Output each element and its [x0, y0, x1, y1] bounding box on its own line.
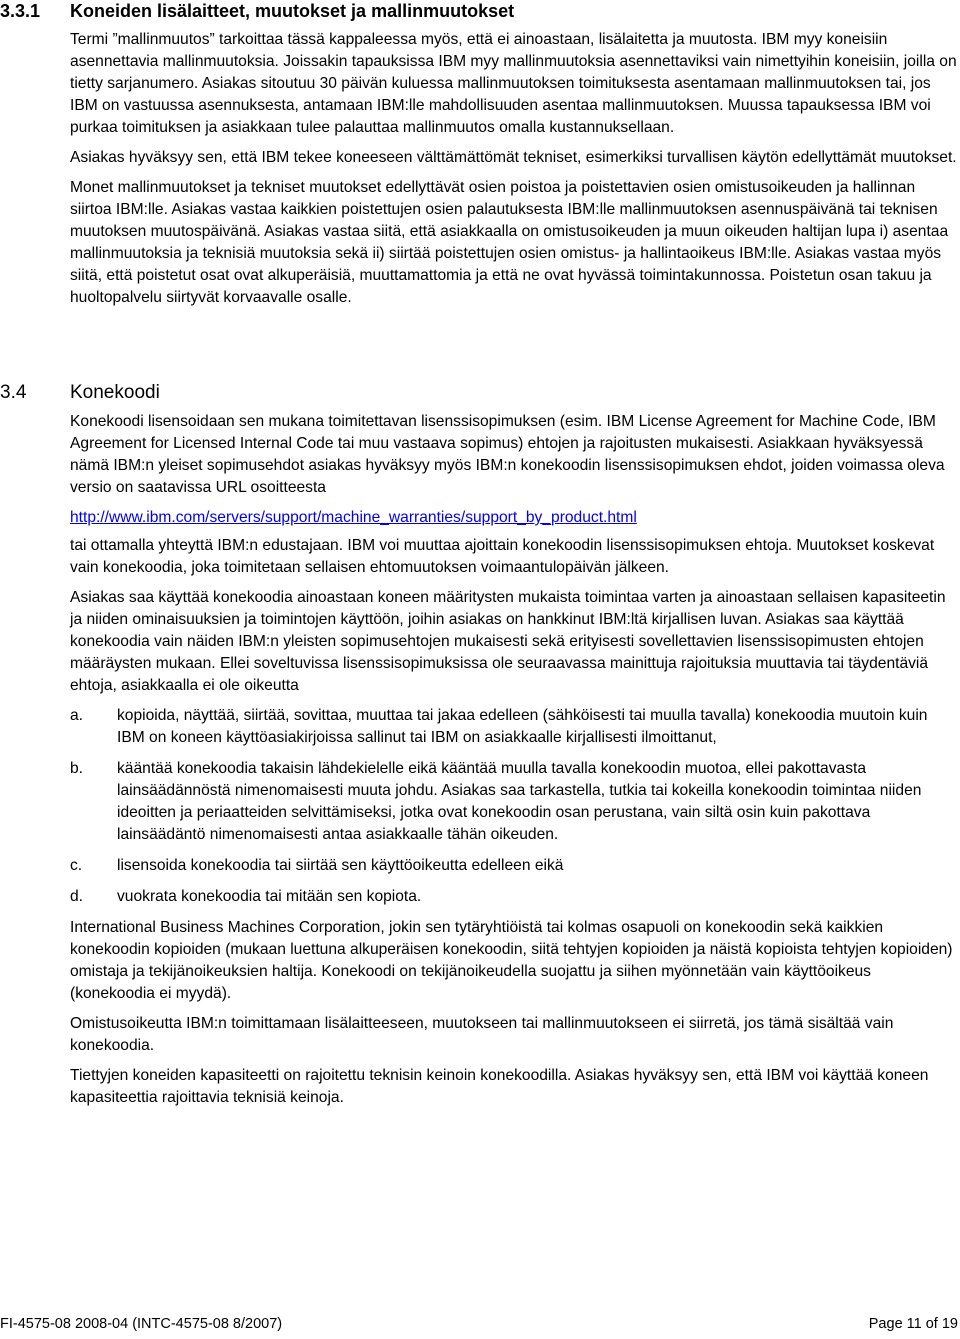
section-number: 3.4 — [0, 382, 27, 403]
paragraph: Tiettyjen koneiden kapasiteetti on rajoitettu teknisin keinoin konekoodilla. Asiakas hyväksyy sen, että IBM voi käyttää koneen kapasiteettia rajoittavia teknisiä keinoja. — [70, 1067, 929, 1106]
paragraph: Asiakas saa käyttää konekoodia ainoastaan koneen määritysten mukaista toimintaa varten ja ainoastaan sellaisen kapasiteetin ja niiden ominaisuuksien ja toimintojen käyttöön, joihin asiakas on hankkinut IBM:ltä kirjallisen luvan. Asiakas saa käyttää konekoodia vain näiden IBM:n yleisten sopimusehtojen mukaisesti sekä erityisesti sovellettavien lisenssisopimusten ehtojen määräysten mukaan. Ellei soveltuvissa lisenssisopimuksissa ole seuraavassa mainittuja rajoituksia muuttavia tai täydentäviä ehtoja, asiakkaalla ei ole oikeutta — [70, 589, 946, 694]
list-marker: d. — [70, 888, 84, 905]
paragraph: Monet mallinmuutokset ja tekniset muutokset edellyttävät osien poistoa ja poistettavien osien omistusoikeuden ja hallinnan siirtoa IBM:lle. Asiakas vastaa kaikkien poistettujen osien palautuksesta IBM:lle mallinmuutoksen asennuspäivänä tai teknisen muutoksen muutospäivänä. Asiakas vastaa siitä, että asiakkaalla on omistusoikeuden ja muun oikeuden haltijan lupa i) asentaa mallinmuutoksia ja teknisiä muutoksia sekä ii) siirtää poistettujen osien omistus- ja hallintaoikeus IBM:lle. Asiakas vastaa myös siitä, että poistetut osat ovat alkuperäisiä, muuttamattomia ja että ne ovat hyvässä toimintakunnossa. Poistetun osan takuu ja huoltopalvelu siirtyvät korvaavalle osalle. — [70, 179, 949, 306]
paragraph: Konekoodi lisensoidaan sen mukana toimitettavan lisenssisopimuksen (esim. IBM License Agreement for Machine Code, IBM Agreement for Licensed Internal Code tai muu vastaava sopimus) ehtojen ja rajoitusten mukaisesti. Asiakkaan hyväksyessä nämä IBM:n yleiset sopimusehdot asiakas hyväksyy myös IBM:n konekoodin lisenssisopimuksen ehdot, joiden voimassa oleva versio on saatavissa URL osoitteesta — [70, 413, 945, 496]
footer-page-number: Page 11 of 19 — [868, 1316, 958, 1332]
section-number: 3.3.1 — [0, 1, 41, 21]
list-item — [70, 855, 958, 877]
url-line — [70, 507, 958, 529]
list-item-text: lisensoida konekoodia tai siirtää sen käyttöoikeutta edelleen eikä — [117, 857, 564, 874]
section-title: Koneiden lisälaitteet, muutokset ja mallinmuutokset — [70, 1, 515, 21]
list-item-text: vuokrata konekoodia tai mitään sen kopiota. — [117, 888, 422, 905]
paragraph: Omistusoikeutta IBM:n toimittamaan lisälaitteeseen, muutokseen tai mallinmuutokseen ei siirretä, jos tämä sisältää vain konekoodia. — [70, 1015, 894, 1054]
section-3-3-1-body — [70, 29, 958, 317]
warranty-support-link[interactable]: http://www.ibm.com/servers/support/machine_warranties/support_by_product.html — [70, 509, 637, 526]
list-item-text: kääntää konekoodia takaisin lähdekielelle eikä kääntää muulla tavalla konekoodin muotoa, ellei pakottavasta lainsäädännöstä nimenomaisesti muuta johdu. Asiakas saa tarkastella, tutkia tai kokeilla konekoodin toimintaa niiden ideoitten ja periaatteiden selvittämiseksi, jotka ovat konekoodin osan perustana, vain siltä osin kuin pakottava lainsäädäntö nimenomaisesti antaa asiakkaalle tähän oikeuden. — [117, 760, 922, 843]
footer-document-id: FI-4575-08 2008-04 (INTC-4575-08 8/2007) — [0, 1316, 283, 1332]
section-title: Konekoodi — [70, 382, 160, 403]
list-item — [70, 758, 958, 846]
list-marker: a. — [70, 707, 84, 724]
paragraph: Termi ”mallinmuutos” tarkoittaa tässä kappaleessa myös, että ei ainoastaan, lisälaitetta ja muutosta. IBM myy koneisiin asennettavia mallinmuutoksia. Joissakin tapauksissa IBM myy mallinmuutoksia asennettaviksi vain nimettyihin koneisiin, joilla on tietty sarjanumero. Asiakas sitoutuu 30 päivän kuluessa mallinmuutoksen toimituksesta asentamaan mallinmuutoksen tai, jos IBM on vastuussa asennuksesta, antamaan IBM:lle mahdollisuuden asentaa mallinmuutoksen. Muussa tapauksessa IBM voi purkaa toimituksen ja asiakkaan tulee palauttaa mallinmuutos omalla kustannuksellaan. — [70, 31, 957, 136]
paragraph: Asiakas hyväksyy sen, että IBM tekee koneeseen välttämättömät tekniset, esimerkiksi turvallisen käytön edellyttämät muutokset. — [70, 149, 957, 166]
list-item-text: kopioida, näyttää, siirtää, sovittaa, muuttaa tai jakaa edelleen (sähköisesti tai muulla tavalla) konekoodia muutoin kuin IBM on koneen käyttöasiakirjoissa sallinut tai IBM on asiakkaalle kirjallisesti ilmoittanut, — [117, 707, 928, 746]
list-item — [70, 886, 958, 908]
list-item — [70, 705, 958, 749]
list-marker: b. — [70, 760, 84, 777]
paragraph: tai ottamalla yhteyttä IBM:n edustajaan. IBM voi muuttaa ajoittain konekoodin lisenssisopimuksen ehtoja. Muutokset koskevat vain konekoodia, joka toimitetaan sellaisen ehtomuutoksen voimaantulopäivän jälkeen. — [70, 537, 935, 576]
paragraph: International Business Machines Corporation, jokin sen tytäryhtiöistä tai kolmas osapuoli on konekoodin sekä kaikkien konekoodin kopioiden (mukaan luettuna alkuperäisen konekoodin, siitä tehtyjen kopioiden ja näistä kopioista tehtyjen kopioiden) omistaja ja tekijänoikeuksien haltija. Konekoodi on tekijänoikeudella suojattu ja siihen myönnetään vain käyttöoikeus (konekoodia ei myydä). — [70, 919, 953, 1002]
section-3-4-body — [70, 411, 958, 1117]
list-marker: c. — [70, 857, 83, 874]
